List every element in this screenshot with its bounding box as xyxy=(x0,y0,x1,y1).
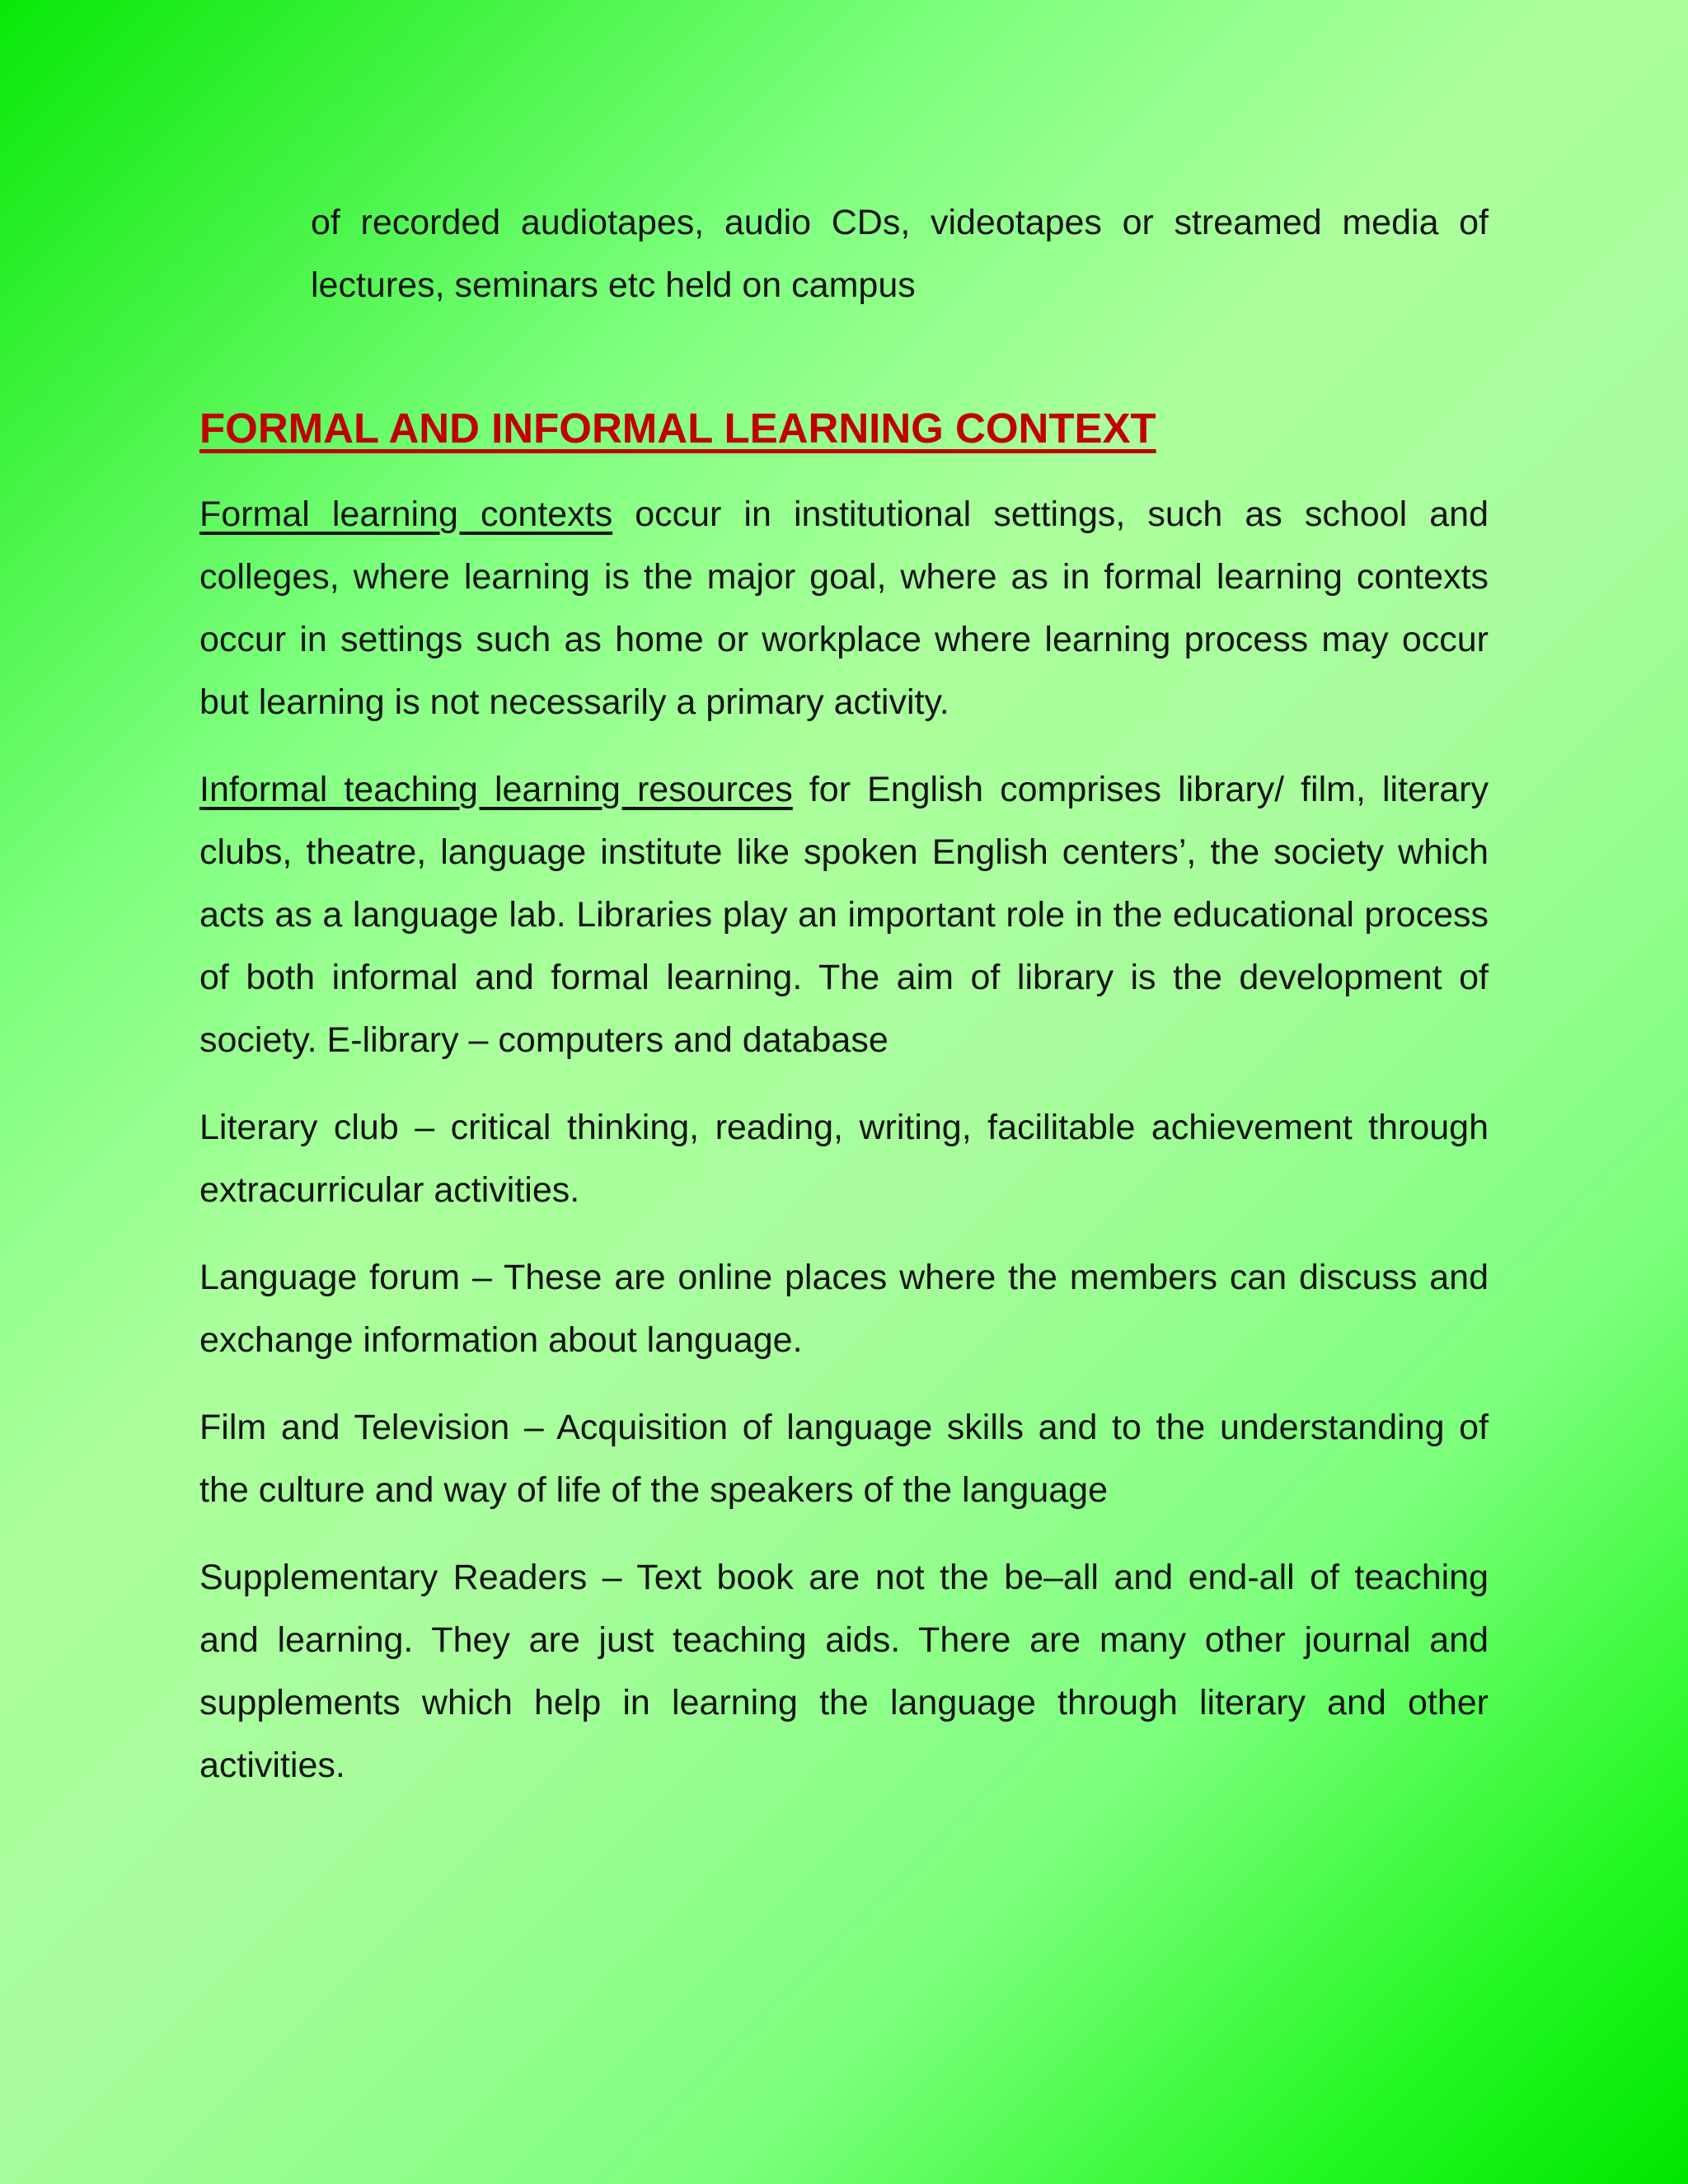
informal-resources-term: Informal teaching learning resources xyxy=(199,770,793,809)
formal-learning-paragraph xyxy=(199,483,1489,733)
page-content xyxy=(199,191,1489,1821)
formal-learning-text: occur in institutional settings, such as school and colleges, where learning is the major goal, where as in formal learning contexts occur in settings such as home or workplace where learning process may occur but learning is not necessarily a primary activity. xyxy=(199,494,1489,722)
informal-resources-text: for English comprises library/ film, literary clubs, theatre, language institute like spoken English centers’, the society which acts as a language lab. Libraries play an important role in the educational process of both informal and formal learning. The aim of library is the development of society. E-library – computers and database xyxy=(199,770,1489,1060)
section-heading: FORMAL AND INFORMAL LEARNING CONTEXT xyxy=(199,405,1156,452)
continuation-paragraph: of recorded audiotapes, audio CDs, videotapes or streamed media of lectures, seminars etc held on campus xyxy=(311,203,1489,305)
formal-learning-term: Formal learning contexts xyxy=(199,494,613,534)
informal-resources-paragraph xyxy=(199,758,1489,1071)
literary-club-paragraph: Literary club – critical thinking, reading, writing, facilitable achievement through extracurricular activities. xyxy=(199,1108,1489,1210)
film-television-paragraph: Film and Television – Acquisition of language skills and to the understanding of the culture and way of life of the speakers of the language xyxy=(199,1408,1489,1510)
language-forum-paragraph: Language forum – These are online places where the members can discuss and exchange information about language. xyxy=(199,1258,1489,1360)
supplementary-readers-paragraph: Supplementary Readers – Text book are not the be–all and end-all of teaching and learning. They are just teaching aids. There are many other journal and supplements which help in learning the language through literary and other activities. xyxy=(199,1558,1489,1785)
